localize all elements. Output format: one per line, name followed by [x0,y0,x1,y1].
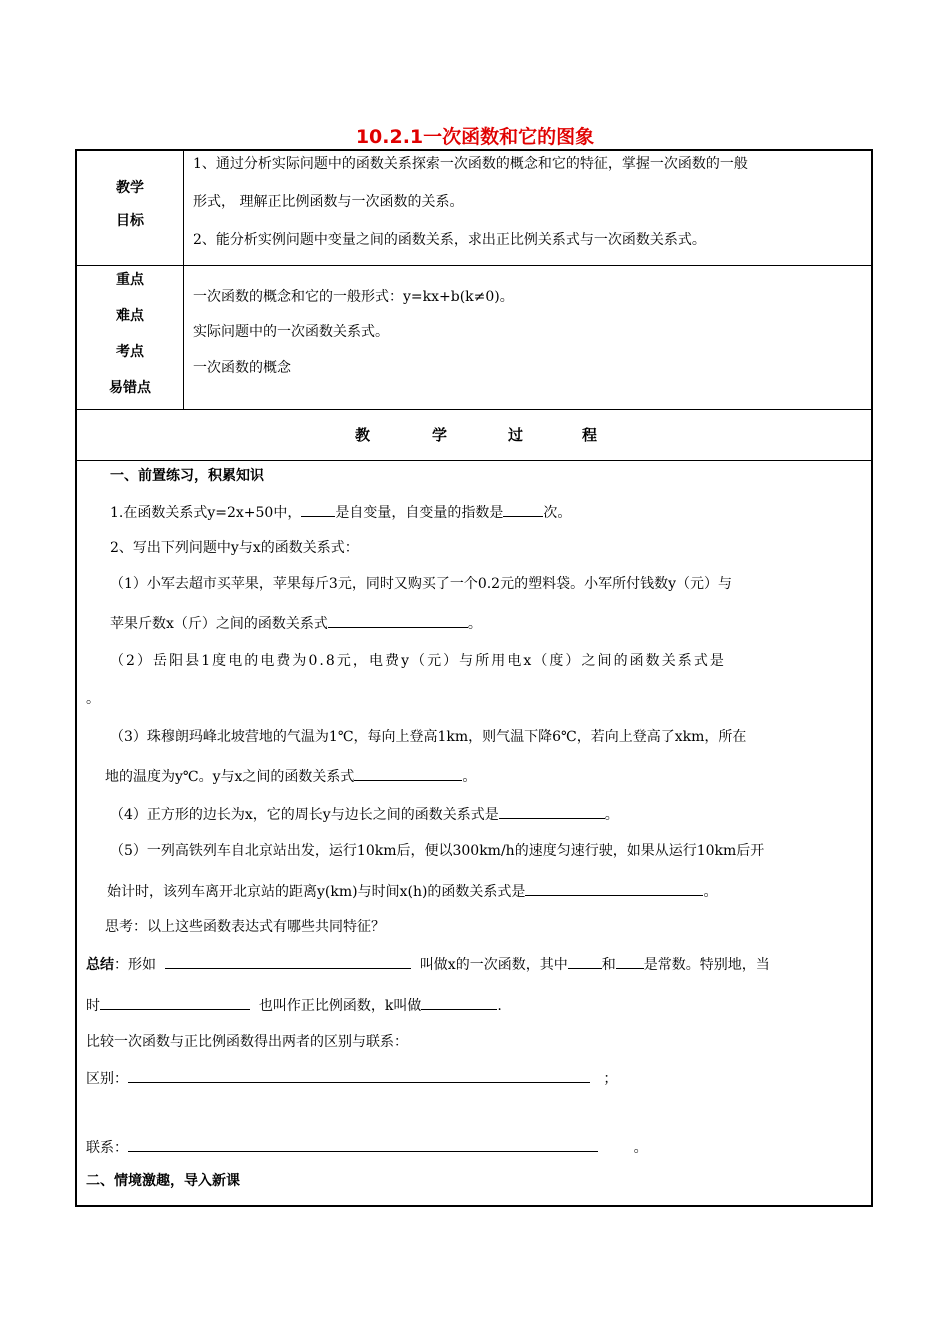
difference-line [86,1069,617,1088]
summary-part-a: ：形如 [114,957,156,973]
problem-2-line-1: （2）岳阳县1度电的电费为0.8元，电费y（元）与所用电x（度）之间的函数关系式是 [110,653,726,669]
difference-end: ； [603,1071,618,1087]
blank-9 [616,955,644,969]
problem-1-end: 。 [467,616,482,632]
keypoints-label-2: 难点 [116,308,144,324]
problem-3-line-1: （3）珠穆朗玛峰北坡营地的气温为1℃，每向上登高1km，则气温下降6℃，若向上登高了xkm，所在 [110,729,747,745]
process-char-1: 教 [355,426,371,444]
summary-line-1 [86,955,770,974]
difference-label: 区别： [86,1071,128,1087]
summary-part-c: 和 [601,957,616,973]
problem-2-line-2: 。 [86,691,100,707]
objectives-line-3: 2、能分析实例问题中变量之间的函数关系，求出正比例关系式与一次函数关系式。 [193,232,706,248]
objectives-label-1: 教学 [116,180,144,196]
problem-5-text: 始计时，该列车离开北京站的距离y(km)与时间x(h)的函数关系式是 [107,884,526,900]
blank-6 [525,882,703,896]
process-char-4: 程 [582,426,598,444]
problem-5-line-2 [107,882,717,901]
keypoints-line-3: 一次函数的概念 [193,360,291,376]
blank-12 [128,1069,590,1083]
summary-line-2 [86,996,502,1015]
summary-part-d: 是常数。特别地，当 [643,957,770,973]
objectives-line-2: 形式， 理解正比例函数与一次函数的关系。 [193,194,464,210]
problem-1-text: 苹果斤数x（斤）之间的函数关系式 [110,616,328,632]
blank-4 [354,767,462,781]
process-char-3: 过 [508,426,524,444]
blank-2 [503,503,543,517]
summary2-part-a: 时 [86,998,100,1014]
keypoints-line-2: 实际问题中的一次函数关系式。 [193,324,389,340]
objectives-label-2: 目标 [116,213,144,229]
section1-heading: 一、前置练习，积累知识 [110,468,264,484]
summary-part-b: 叫做x的一次函数，其中 [419,957,568,973]
blank-1 [301,503,335,517]
problem-3-end: 。 [462,769,477,785]
process-char-2: 学 [432,426,448,444]
blank-3 [328,614,468,628]
problem-5-end: 。 [703,884,718,900]
problem-5-line-1: （5）一列高铁列车自北京站出发，运行10km后，便以300km/h的速度匀速行驶，如果从运行10km后开 [110,843,765,859]
connection-label: 联系： [86,1140,128,1156]
blank-10 [100,996,250,1010]
section2-heading: 二、情境激趣，导入新课 [86,1173,240,1189]
question-1 [110,503,571,522]
blank-13 [128,1138,598,1152]
question-2: 2、写出下列问题中y与x的函数关系式： [110,540,359,556]
keypoints-label-3: 考点 [116,344,144,360]
problem-3-text: 地的温度为y℃。y与x之间的函数关系式 [105,769,355,785]
keypoints-line-1: 一次函数的概念和它的一般形式：y=kx+b(k≠0)。 [193,289,514,305]
problem-1-line-2 [110,614,482,633]
question-1-part-a: 1.在函数关系式y=2x+50中， [110,505,302,521]
question-1-part-c: 次。 [543,505,572,521]
problem-4-end: 。 [604,807,619,823]
compare-prompt: 比较一次函数与正比例函数得出两者的区别与联系： [86,1034,408,1050]
column-divider [183,150,184,409]
row-divider-1 [75,265,873,266]
summary-label: 总结 [86,957,114,973]
blank-7 [165,955,411,969]
blank-8 [568,955,602,969]
keypoints-label-1: 重点 [116,272,144,288]
document-title: 10.2.1一次函数和它的图象 [355,126,595,148]
row-divider-2 [75,409,873,410]
question-1-part-b: 是自变量，自变量的指数是 [335,505,504,521]
summary2-end: . [497,998,502,1014]
keypoints-label-4: 易错点 [109,380,151,396]
blank-5 [499,805,605,819]
problem-3-line-2 [105,767,476,786]
objectives-line-1: 1、通过分析实际问题中的函数关系探索一次函数的概念和它的特征，掌握一次函数的一般 [193,156,748,172]
row-divider-3 [75,460,873,461]
connection-line [86,1138,648,1157]
connection-end: 。 [633,1140,648,1156]
summary2-part-b: 也叫作正比例函数，k叫做 [258,998,422,1014]
problem-4 [110,805,619,824]
problem-1-line-1: （1）小军去超市买苹果，苹果每斤3元，同时又购买了一个0.2元的塑料袋。小军所付钱数y（元）与 [110,576,732,592]
think-prompt: 思考：以上这些函数表达式有哪些共同特征？ [105,919,385,935]
blank-11 [421,996,497,1010]
problem-4-text: （4）正方形的边长为x，它的周长y与边长之间的函数关系式是 [110,807,499,823]
